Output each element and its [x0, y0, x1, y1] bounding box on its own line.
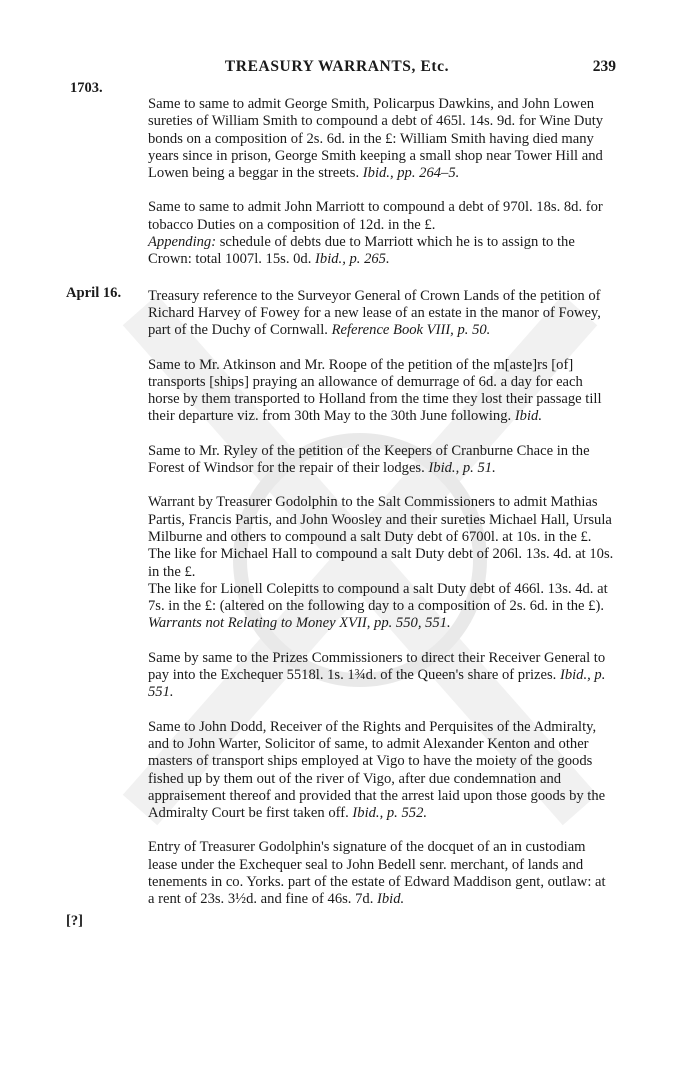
appending-text: schedule of debts due to Marriott which he is to assign to the Crown: total 1007l. 15s. 0d.: [148, 234, 575, 268]
entries-column: [148, 96, 614, 909]
entry-text: Same to Mr. Atkinson and Mr. Roope of the petition of the m[aste]rs [of] transports [ships] praying an allowance of demurrage of 6d. a day for each horse by them transported to Holland from the time they lost their passage till their departure viz. from 30th May to the 30th June following.: [148, 356, 602, 425]
entry-3: [148, 288, 614, 340]
entry-text: Same to same to admit John Marriott to compound a debt of 970l. 18s. 8d. for tobacco Duties on a composition of 12d. in the £.: [148, 199, 603, 233]
entry-4: [148, 357, 614, 426]
entry-reference: Ibid., pp. 264–5.: [362, 165, 460, 182]
entry-reference: Warrants not Relating to Money XVII, pp. 550, 551.: [148, 615, 451, 632]
entry-1: [148, 96, 614, 182]
entry-subline: The like for Michael Hall to compound a salt Duty debt of 206l. 13s. 4d. at 10s. in the £.: [148, 546, 614, 580]
entry-reference: Ibid., p. 552.: [352, 805, 428, 822]
entry-reference: Ibid.: [377, 891, 405, 908]
query-margin-note: [?]: [66, 913, 84, 929]
entry-text: Warrant by Treasurer Godolphin to the Salt Commissioners to admit Mathias Partis, Francis Partis, and John Woosley and their sureties Michael Hall, Ursula Milburne and others to compound a salt Duty debt of 6700l. at 10s. in the £.: [148, 494, 612, 545]
entry-reference: Ibid., p. 551.: [148, 667, 606, 701]
entry-subline: The like for Lionell Colepitts to compound a salt Duty debt of 466l. 13s. 4d. at 7s. in the £: (altered on the following day to a composition of 2s. 6d. in the £).: [148, 580, 608, 615]
running-header: TREASURY WARRANTS, Etc.: [224, 58, 450, 75]
entry-7: [148, 650, 614, 702]
entry-text: Treasury reference to the Surveyor General of Crown Lands of the petition of Richard Harvey of Fowey for a new lease of an estate in the manor of Fowey, part of the Duchy of Cornwall.: [148, 287, 601, 339]
entry-text: Same to same to admit George Smith, Policarpus Dawkins, and John Lowen sureties of William Smith to compound a debt of 465l. 14s. 9d. for Wine Duty bonds on a composition of 2s. 6d. in the £: William Smith having died many years since in prison, George Smith keeping a small shop near Tower Hill and Lowen being a beggar in the streets.: [148, 96, 604, 182]
entry-reference: Reference Book VIII, p. 50.: [331, 322, 491, 339]
entry-reference: Ibid., p. 265.: [315, 251, 390, 268]
entry-reference: Ibid.: [514, 408, 542, 425]
date-margin-note: April 16.: [66, 285, 122, 301]
entry-text: Same to Mr. Ryley of the petition of the Keepers of Cranburne Chace in the Forest of Windsor for the repair of their lodges.: [148, 442, 590, 477]
entry-5: [148, 443, 614, 478]
entry-8: [148, 719, 614, 823]
page-number: 239: [592, 58, 616, 75]
entry-9: [148, 839, 614, 908]
appending-label: Appending:: [148, 234, 217, 251]
entry-6: [148, 494, 614, 632]
entry-text: Same to John Dodd, Receiver of the Rights and Perquisites of the Admiralty, and to John Warter, Solicitor of same, to admit Alexander Kenton and other masters of transport ships employed at Vigo to have the moiety of the goods fished up by them out of the river of Vigo, after due condemnation and appraisement thereof and provided that the arrest laid upon those goods by the Admiralty Court be first taken off.: [148, 718, 606, 822]
entry-text: Same by same to the Prizes Commissioners to direct their Receiver General to pay into the Exchequer 5518l. 1s. 1¾d. of the Queen's share of prizes.: [148, 649, 606, 684]
entry-reference: Ibid., p. 51.: [428, 460, 496, 477]
year-margin-note: 1703.: [70, 80, 103, 96]
entry-2: [148, 199, 614, 268]
entry-text: Entry of Treasurer Godolphin's signature of the docquet of an in custodiam lease under the Exchequer seal to John Bedell senr. merchant, of lands and tenements in co. Yorks. part of the estate of Edward Maddison gent, outlaw: at a rent of 23s. 3½d. and fine of 46s. 7d.: [148, 839, 606, 908]
